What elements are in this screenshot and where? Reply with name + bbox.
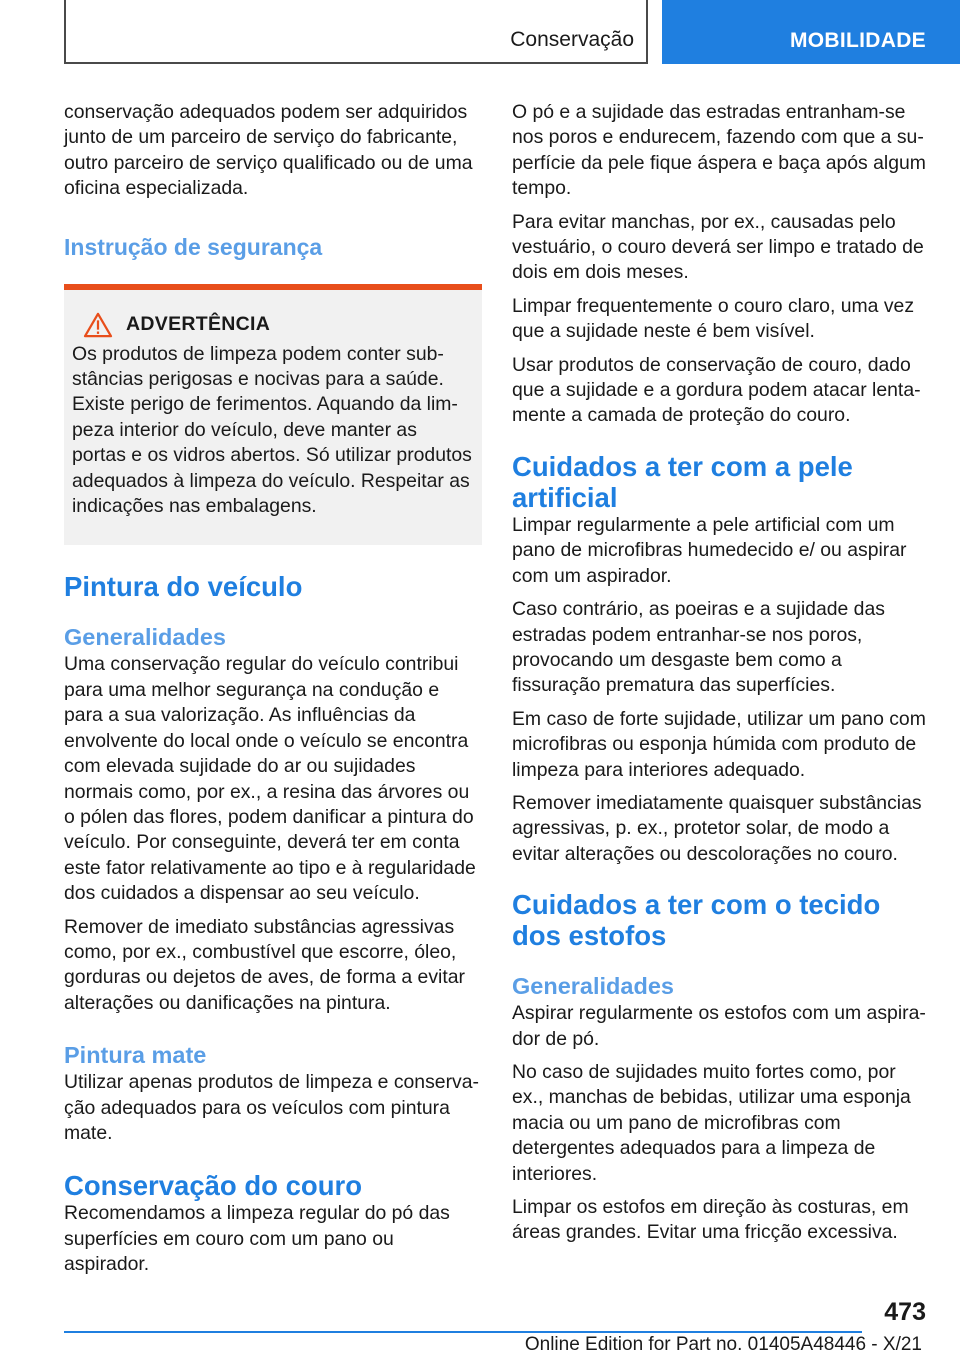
safety-heading: Instrução de segurança [64,233,323,260]
fabric-paragraph-2: No caso de sujidades muito fortes como, por ex., manchas de bebidas, utilizar uma esponja macia ou um pano de microfibras com detergentes adequados para a limpeza de interiores. [512,1060,911,1185]
leather-paragraph-5: Usar produtos de conservação de couro, dado que a sujidade e a gordura podem atacar lentamente a camada de proteção do couro. [512,353,921,427]
leather-paragraph-2: O pó e a sujidade das estradas entranham-se nos poros e endurecem, fazendo com que a superfície da pele fique áspera e baça após algum tempo. [512,101,926,200]
footer-rule [64,1331,862,1333]
page-number: 473 [884,1298,926,1326]
paint-heading: Pintura do veículo [64,571,303,603]
paint-general-paragraph-2: Remover de imediato substâncias agressivas como, por ex., combustível que escorre, óleo, gorduras ou dejetos de aves, de forma a evitar alterações ou danificações na pintura. [64,915,465,1014]
right-column [512,100,928,1254]
leather-heading: Conservação do couro [64,1170,362,1202]
paint-general-paragraph-1: Uma conservação regular do veículo contribui para uma melhor segurança na condução e para a sua valorização. As influências da envolvente do local onde o veículo se encontra com elevada sujidade do ar ou sujidades normais como, por ex., a resina das árvores ou o pólen das flores, podem danificar a pintura do veículo. Por conseguinte, deverá ter em conta este fator relativamente ao tipo e à regularidade dos cuidados a dispensar ao seu veículo. [64,653,476,905]
footer-edition: Online Edition for Part no. 01405A48446 - X/21 [524,1334,922,1355]
fabric-general-heading: Generalidades [512,973,674,1000]
warning-triangle-icon [82,312,114,338]
warning-text: Os produtos de limpeza podem conter substâncias perigosas e nocivas para a saúde. Existe perigo de ferimentos. Aquando da limpeza interior do veículo, deve manter as portas e os vidros abertos. Só utilizar produtos adequados à limpeza do veículo. Respeitar as indicações nas embalagens. [72,342,472,518]
header-section-label: Conservação [510,28,634,51]
left-column [64,100,482,1286]
intro-paragraph: conservação adequados podem ser adquiridos junto de um parceiro de serviço do fabricante, outro parceiro de serviço qualificado ou de uma oficina especializada. [64,101,473,200]
header-chapter-label: MOBILIDADE [790,29,926,52]
warning-box [64,290,482,546]
warning-header [72,312,472,338]
header-chapter-tab [662,0,960,64]
artificial-paragraph-3: Em caso de forte sujidade, utilizar um pano com microfibras ou esponja húmida com produto de limpeza para interiores adequado. [512,707,926,781]
leather-paragraph-1: Recomendamos a limpeza regular do pó das superfícies em couro com um pano ou aspirador. [64,1202,450,1276]
fabric-paragraph-3: Limpar os estofos em direção às costuras, em áreas grandes. Evitar uma fricção excessiva. [512,1196,909,1244]
artificial-paragraph-4: Remover imediatamente quaisquer substâncias agressivas, p. ex., protetor solar, de modo a evitar alterações ou descolorações no couro. [512,791,922,865]
matte-paragraph: Utilizar apenas produtos de limpeza e conservação adequados para os veículos com pintura mate. [64,1071,479,1144]
leather-paragraph-3: Para evitar manchas, por ex., causadas pelo vestuário, o couro deverá ser limpo e tratado de dois em dois meses. [512,210,924,284]
artificial-paragraph-1: Limpar regularmente a pele artificial com um pano de microfibras humedecido e/ ou aspirar com um aspirador. [512,513,907,587]
matte-heading: Pintura mate [64,1042,207,1069]
artificial-leather-heading: Cuidados a ter com a pele artificial [512,450,853,513]
fabric-paragraph-1: Aspirar regularmente os estofos com um aspirador de pó. [512,1002,926,1050]
leather-paragraph-4: Limpar frequentemente o couro claro, uma vez que a sujidade neste é bem visível. [512,294,915,343]
fabric-heading: Cuidados a ter com o tecido dos estofos [512,889,881,952]
artificial-paragraph-2: Caso contrário, as poeiras e a sujidade das estradas podem entranhar-se nos poros, provocando um desgaste bem como a fissuração prematura das superfícies. [512,598,885,697]
warning-title: ADVERTÊNCIA [126,313,271,336]
header-section-tab [64,0,648,64]
paint-general-heading: Generalidades [64,624,226,651]
